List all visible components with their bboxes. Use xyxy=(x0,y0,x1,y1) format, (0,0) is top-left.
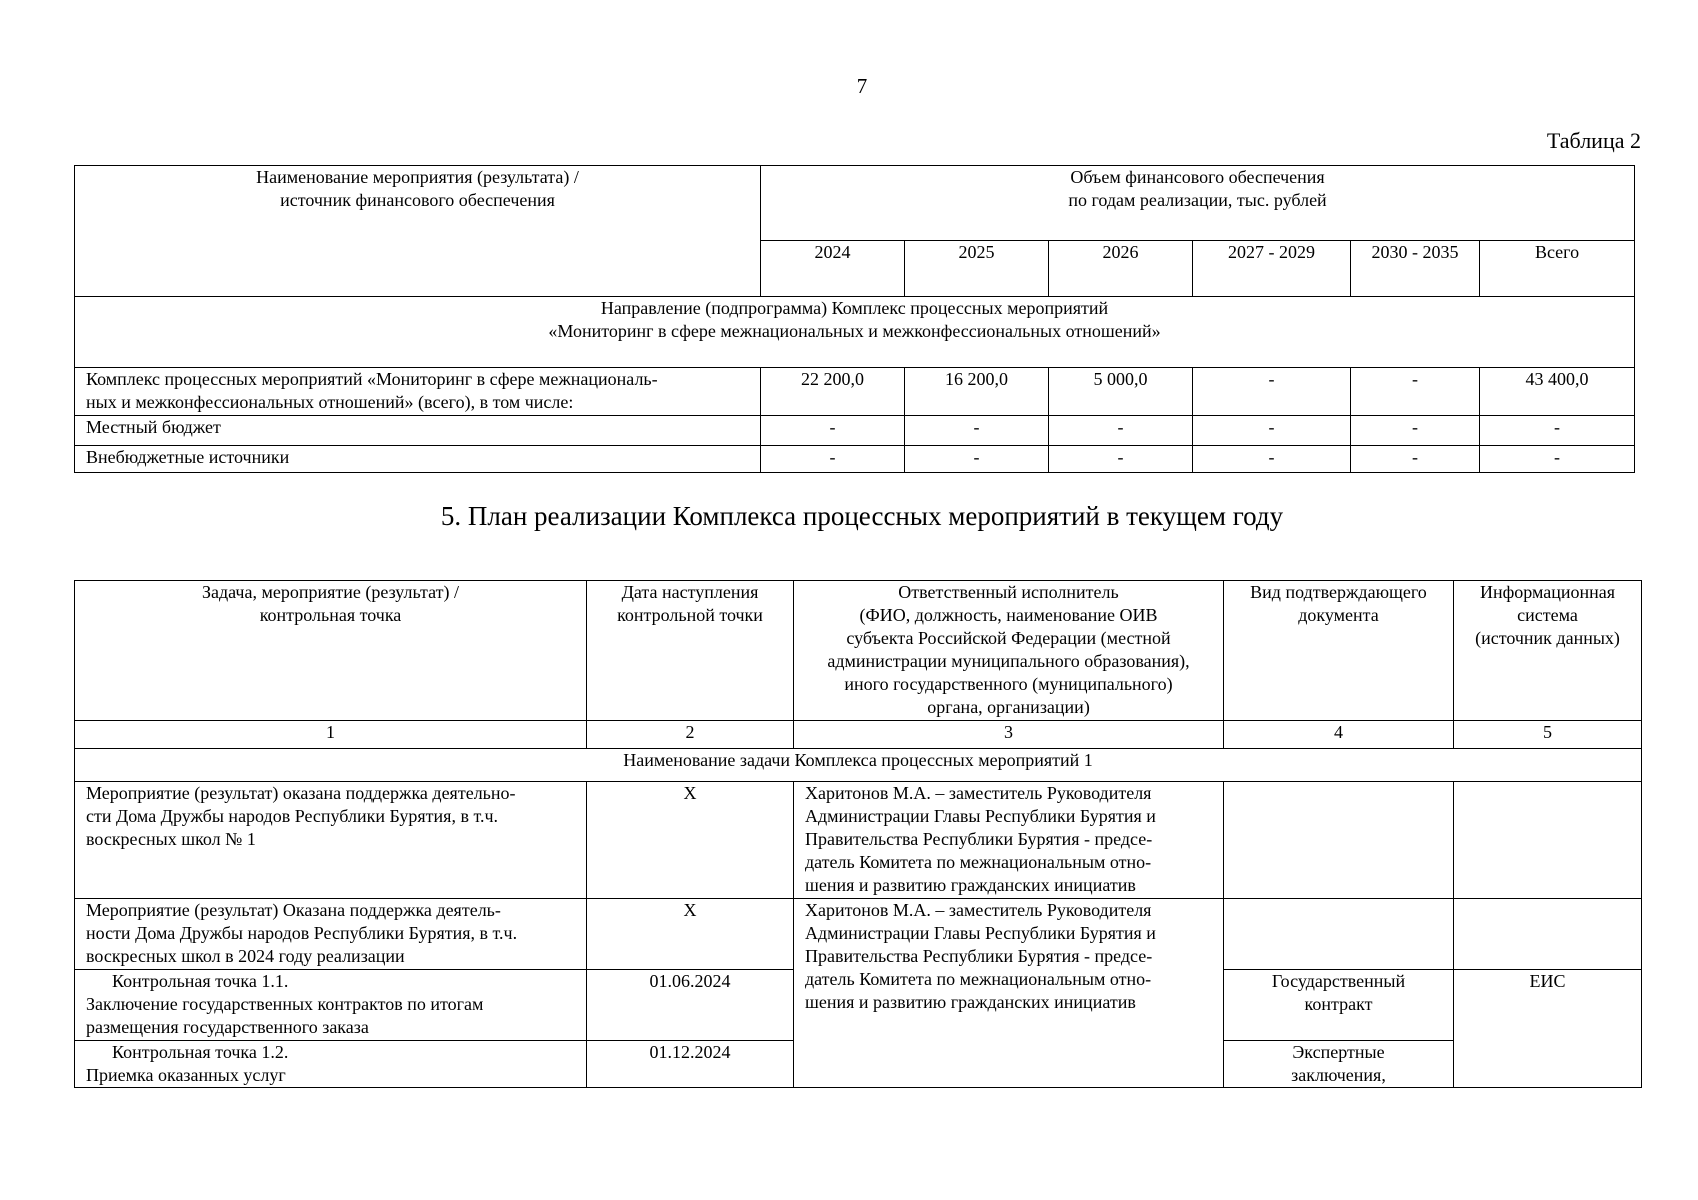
checkpoint-1-1-doc-line2: контракт xyxy=(1304,994,1373,1014)
measure-2-document xyxy=(1224,899,1454,970)
year-header: 2027 - 2029 xyxy=(1193,241,1351,297)
plan-header-executor-line: иного государственного (муниципального) xyxy=(844,674,1173,694)
header-name-line1: Наименование мероприятия (результата) / xyxy=(256,167,579,187)
checkpoint-system: ЕИС xyxy=(1454,970,1642,1088)
local-budget-name: Местный бюджет xyxy=(75,416,761,446)
header-volume xyxy=(761,166,1635,241)
plan-header-document-line1: Вид подтверждающего xyxy=(1250,582,1427,602)
value-cell: - xyxy=(1480,416,1635,446)
plan-header-executor-line: (ФИО, должность, наименование ОИВ xyxy=(859,605,1158,625)
section-title: 5. План реализации Комплекса процессных мероприятий в текущем году xyxy=(440,501,1284,531)
measure-1-line: сти Дома Дружбы народов Республики Бурятия, в т.ч. xyxy=(86,806,499,826)
year-header: 2025 xyxy=(905,241,1049,297)
executor-line: Администрации Главы Республики Бурятия и xyxy=(805,806,1156,826)
complex-name-line2: ных и межконфессиональных отношений» (всего), в том числе: xyxy=(86,392,574,412)
value-cell: - xyxy=(1193,446,1351,473)
measure-2-line: ности Дома Дружбы народов Республики Бурятия, в т.ч. xyxy=(86,923,518,943)
measure-2-line: Мероприятие (результат) Оказана поддержка деятель- xyxy=(86,900,501,920)
executor-line: шения и развитию гражданских инициатив xyxy=(805,875,1136,895)
extrabudgetary-name: Внебюджетные источники xyxy=(75,446,761,473)
measure-1-name xyxy=(75,782,587,899)
year-header: 2026 xyxy=(1049,241,1193,297)
measure-1-line: Мероприятие (результат) оказана поддержка деятельно- xyxy=(86,783,516,803)
value-cell: - xyxy=(905,446,1049,473)
executor-line: шения и развитию гражданских инициатив xyxy=(805,992,1136,1012)
plan-header-date-line2: контрольной точки xyxy=(617,605,763,625)
value-cell: - xyxy=(1351,446,1480,473)
plan-header-system-line: (источник данных) xyxy=(1475,628,1620,648)
checkpoint-1-1-document xyxy=(1224,970,1454,1041)
year-header: 2024 xyxy=(761,241,905,297)
value-cell: - xyxy=(761,416,905,446)
plan-header-task xyxy=(75,581,587,721)
executor-line: датель Комитета по межнациональным отно- xyxy=(805,852,1152,872)
column-number: 4 xyxy=(1224,721,1454,749)
measure-2-name xyxy=(75,899,587,970)
checkpoint-1-1 xyxy=(75,970,587,1041)
executor-line: Харитонов М.А. – заместитель Руководителя xyxy=(805,900,1152,920)
executor-line: Правительства Республики Бурятия - предсе- xyxy=(805,946,1153,966)
measure-2-executor xyxy=(794,899,1224,1088)
plan-header-system-line: Информационная xyxy=(1479,582,1616,602)
measure-1-date: X xyxy=(587,782,794,899)
value-cell: 22 200,0 xyxy=(761,368,905,416)
measure-1-executor xyxy=(794,782,1224,899)
checkpoint-1-1-title: Контрольная точка 1.1. xyxy=(112,971,289,991)
plan-header-system-line: система xyxy=(1517,605,1578,625)
checkpoint-1-2 xyxy=(75,1041,587,1088)
value-cell: 5 000,0 xyxy=(1049,368,1193,416)
checkpoint-1-1-line3: размещения государственного заказа xyxy=(86,1017,369,1037)
total-header: Всего xyxy=(1480,241,1635,297)
direction-line2: «Мониторинг в сфере межнациональных и межконфессиональных отношений» xyxy=(548,321,1161,341)
value-cell: - xyxy=(1480,446,1635,473)
checkpoint-1-1-line2: Заключение государственных контрактов по итогам xyxy=(86,994,484,1014)
plan-header-executor xyxy=(794,581,1224,721)
financing-table xyxy=(74,165,1635,473)
header-name-line2: источник финансового обеспечения xyxy=(280,190,555,210)
value-cell: 43 400,0 xyxy=(1480,368,1635,416)
value-cell: - xyxy=(1049,416,1193,446)
direction-line1: Направление (подпрограмма) Комплекс процессных мероприятий xyxy=(600,298,1109,318)
header-name-source xyxy=(75,166,761,297)
value-cell: - xyxy=(1193,416,1351,446)
value-cell: - xyxy=(1351,368,1480,416)
checkpoint-1-1-date: 01.06.2024 xyxy=(587,970,794,1041)
measure-1-document xyxy=(1224,782,1454,899)
plan-header-document xyxy=(1224,581,1454,721)
plan-header-system xyxy=(1454,581,1642,721)
plan-header-date xyxy=(587,581,794,721)
executor-line: Администрации Главы Республики Бурятия и xyxy=(805,923,1156,943)
executor-line: датель Комитета по межнациональным отно- xyxy=(805,969,1152,989)
checkpoint-1-1-doc-line1: Государственный xyxy=(1271,971,1406,991)
plan-header-task-line1: Задача, мероприятие (результат) / xyxy=(201,582,459,602)
plan-header-executor-line: Ответственный исполнитель xyxy=(898,582,1119,602)
task-name-row: Наименование задачи Комплекса процессных мероприятий 1 xyxy=(75,749,1642,782)
plan-header-executor-line: субъекта Российской Федерации (местной xyxy=(846,628,1171,648)
value-cell: - xyxy=(905,416,1049,446)
page-number: 7 xyxy=(856,74,868,98)
checkpoint-1-2-title: Контрольная точка 1.2. xyxy=(112,1042,289,1062)
measure-2-system xyxy=(1454,899,1642,970)
column-number: 5 xyxy=(1454,721,1642,749)
checkpoint-1-2-doc-line2: заключения, xyxy=(1291,1065,1386,1085)
table-caption: Таблица 2 xyxy=(1546,128,1641,153)
plan-header-document-line2: документа xyxy=(1298,605,1379,625)
measure-1-system xyxy=(1454,782,1642,899)
executor-line: Правительства Республики Бурятия - предсе- xyxy=(805,829,1153,849)
plan-header-executor-line: администрации муниципального образования), xyxy=(827,651,1190,671)
checkpoint-1-2-line2: Приемка оказанных услуг xyxy=(86,1065,286,1085)
column-number: 3 xyxy=(794,721,1224,749)
executor-line: Харитонов М.А. – заместитель Руководителя xyxy=(805,783,1152,803)
complex-name-line1: Комплекс процессных мероприятий «Мониторинг в сфере межнациональ- xyxy=(86,369,658,389)
value-cell: 16 200,0 xyxy=(905,368,1049,416)
checkpoint-1-2-doc-line1: Экспертные xyxy=(1292,1042,1385,1062)
year-header: 2030 - 2035 xyxy=(1351,241,1480,297)
measure-2-line: воскресных школ в 2024 году реализации xyxy=(86,946,405,966)
direction-row xyxy=(75,297,1635,368)
column-number: 1 xyxy=(75,721,587,749)
plan-header-task-line2: контрольная точка xyxy=(259,605,402,625)
value-cell: - xyxy=(1351,416,1480,446)
plan-header-executor-line: органа, организации) xyxy=(927,697,1090,717)
checkpoint-1-2-document xyxy=(1224,1041,1454,1088)
value-cell: - xyxy=(1049,446,1193,473)
value-cell: - xyxy=(761,446,905,473)
complex-row-name xyxy=(75,368,761,416)
measure-2-date: X xyxy=(587,899,794,970)
column-number: 2 xyxy=(587,721,794,749)
header-volume-line2: по годам реализации, тыс. рублей xyxy=(1068,190,1327,210)
value-cell: - xyxy=(1193,368,1351,416)
measure-1-line: воскресных школ № 1 xyxy=(86,829,256,849)
plan-header-date-line1: Дата наступления xyxy=(621,582,759,602)
checkpoint-1-2-date: 01.12.2024 xyxy=(587,1041,794,1088)
header-volume-line1: Объем финансового обеспечения xyxy=(1070,167,1325,187)
plan-table xyxy=(74,580,1642,1088)
